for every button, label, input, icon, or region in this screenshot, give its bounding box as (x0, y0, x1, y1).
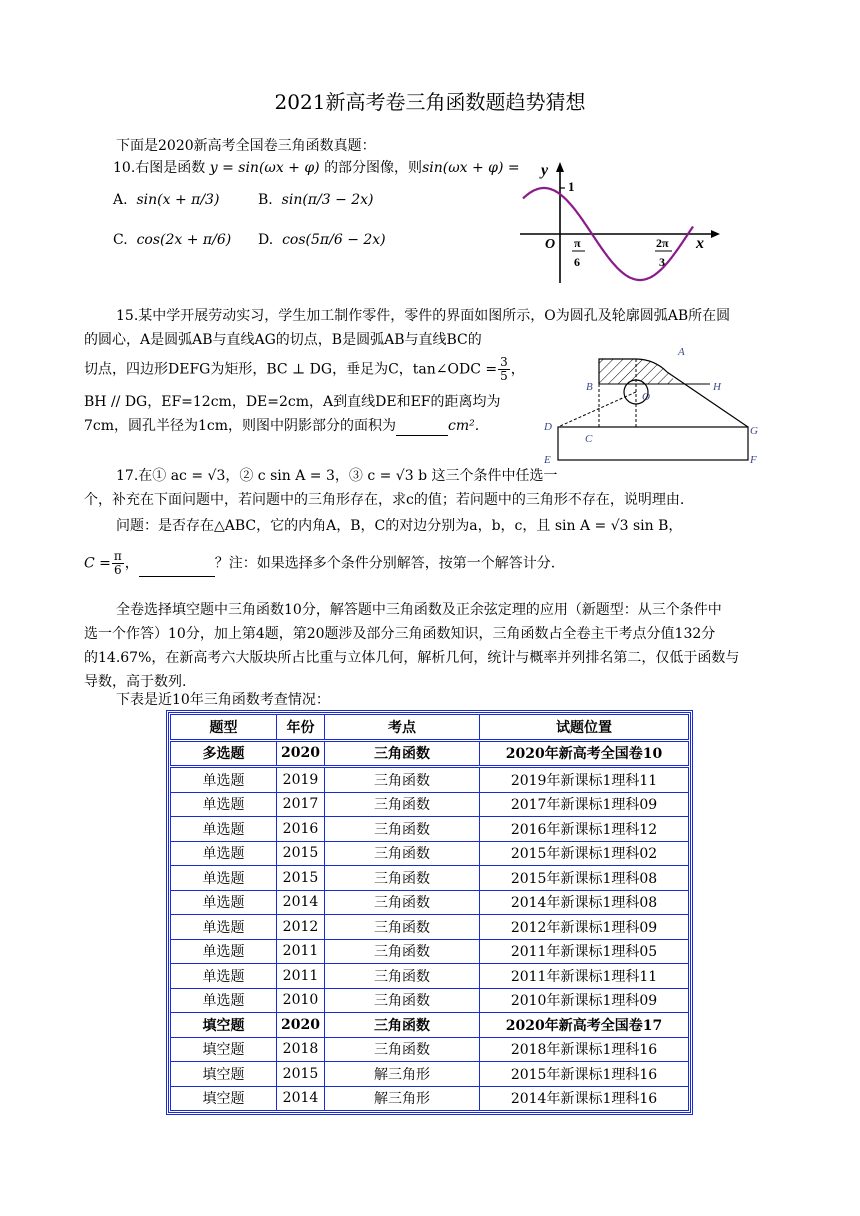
q15-line2: 的圆心，A是圆弧AB与直线AG的切点，B是圆弧AB与直线BC的 (84, 332, 482, 348)
cell-year: 2020 (277, 1013, 325, 1038)
option-c-label: C. (113, 232, 128, 248)
q17-note: ？注：如果选择多个条件分别解答，按第一个解答计分. (214, 555, 556, 572)
cell-topic: 三角函数 (325, 841, 480, 866)
cell-type: 单选题 (171, 939, 277, 964)
cell-type: 单选题 (171, 841, 277, 866)
cell-position: 2019年新课标1理科11 (480, 767, 689, 793)
x-tick1-num: π (574, 236, 581, 250)
label-h: H (713, 381, 721, 393)
tan-fraction-num: 3 (500, 355, 508, 369)
header-position: 试题位置 (480, 715, 689, 741)
cell-year: 2018 (277, 1037, 325, 1062)
table-row (171, 866, 689, 891)
label-a: A (678, 346, 685, 358)
exam-history-table (166, 710, 693, 1115)
cell-year: 2014 (277, 890, 325, 915)
label-o: O (642, 391, 650, 403)
label-d: D (544, 421, 552, 433)
option-a-label: A. (113, 192, 128, 208)
option-c-text: cos(2x + π/6) (136, 232, 232, 248)
table-row (171, 1062, 689, 1087)
option-b-label: B. (258, 192, 273, 208)
header-type: 题型 (171, 715, 277, 741)
table-row (171, 890, 689, 915)
q17-c-label: C = (84, 555, 111, 572)
cell-type: 单选题 (171, 915, 277, 940)
cell-year: 2019 (277, 767, 325, 793)
q17-condition-blank[interactable] (139, 560, 215, 577)
intro-text: 下面是2020新高考全国卷三角函数真题： (116, 138, 376, 154)
cell-topic: 三角函数 (325, 939, 480, 964)
q17-line2: 个，补充在下面问题中，若问题中的三角形存在，求c的值；若问题中的三角形不存在，说明理由. (84, 492, 685, 508)
cell-position: 2015年新课标1理科02 (480, 841, 689, 866)
cell-type: 单选题 (171, 964, 277, 989)
cell-position: 2014年新课标1理科08 (480, 890, 689, 915)
x-tick2-den: 3 (659, 255, 665, 269)
q10-middle: 的部分图像，则 (324, 160, 423, 176)
cell-type: 单选题 (171, 988, 277, 1013)
table-body (171, 740, 689, 1111)
label-g: G (750, 425, 758, 437)
cell-type: 单选题 (171, 767, 277, 793)
q17-line3: 问题：是否存在△ABC，它的内角A，B，C的对边分别为a，b，c，且 sin A = √3 sin B， (116, 518, 683, 534)
c-fraction-num: π (113, 549, 122, 563)
label-c: C (585, 433, 593, 445)
cell-type: 单选题 (171, 890, 277, 915)
q15-line3 (84, 356, 525, 383)
cell-year: 2015 (277, 841, 325, 866)
tan-fraction-den: 5 (500, 369, 508, 383)
label-f: F (750, 454, 757, 466)
cell-position: 2011年新课标1理科05 (480, 939, 689, 964)
option-d-label: D. (258, 232, 274, 248)
table-row (171, 915, 689, 940)
option-d-text: cos(5π/6 − 2x) (282, 232, 386, 248)
cell-topic: 解三角形 (325, 1062, 480, 1087)
q10-sine-graph (515, 158, 725, 288)
label-b: B (586, 381, 593, 393)
table-row (171, 841, 689, 866)
q10-prefix: 10.右图是函数 (113, 160, 206, 176)
cell-topic: 三角函数 (325, 1013, 480, 1038)
cell-position: 2015年新课标1理科08 (480, 866, 689, 891)
analysis-line5: 下表是近10年三角函数考查情况： (116, 692, 330, 708)
cell-topic: 解三角形 (325, 1086, 480, 1111)
cell-year: 2020 (277, 740, 325, 767)
cell-year: 2011 (277, 964, 325, 989)
q10-option-a (113, 190, 219, 210)
q15-line1: 15.某中学开展劳动实习，学生加工制作零件，零件的界面如图所示，O为圆孔及轮廓圆弧AB所在圆 (116, 308, 731, 324)
cell-year: 2011 (277, 939, 325, 964)
option-b-text: sin(π/3 − 2x) (281, 192, 374, 208)
table-row (171, 817, 689, 842)
x-axis-arrow (711, 230, 720, 238)
history-table (170, 714, 689, 1111)
q10-stem (113, 158, 520, 178)
q10-expression: sin(ωx + φ) = (422, 160, 520, 176)
x-tick1-den: 6 (574, 255, 580, 269)
q17-line4 (84, 550, 555, 577)
cell-year: 2015 (277, 1062, 325, 1087)
q15-part-figure (538, 335, 760, 467)
cell-topic: 三角函数 (325, 740, 480, 767)
table-row (171, 740, 689, 767)
cell-type: 填空题 (171, 1062, 277, 1087)
cell-position: 2012年新课标1理科09 (480, 915, 689, 940)
y-axis-label: y (541, 162, 549, 179)
cell-year: 2014 (277, 1086, 325, 1111)
line-ag (667, 372, 748, 427)
q15-line5 (84, 416, 479, 436)
cell-position: 2011年新课标1理科11 (480, 964, 689, 989)
cell-type: 单选题 (171, 792, 277, 817)
cell-year: 2016 (277, 817, 325, 842)
c-fraction-den: 6 (114, 563, 122, 577)
analysis-line1: 全卷选择填空题中三角函数10分，解答题中三角函数及正余弦定理的应用（新题型：从三个条件中 (116, 602, 722, 618)
q15-line3-text: 切点，四边形DEFG为矩形，BC ⊥ DG，垂足为C，tan∠ODC = (84, 361, 498, 378)
c-fraction (112, 550, 124, 577)
table-row (171, 1037, 689, 1062)
analysis-line4: 导数，高于数列. (84, 674, 187, 690)
table-row (171, 1086, 689, 1111)
analysis-line3: 的14.67%，在新高考六大版块所占比重与立体几何，解析几何，统计与概率并列排名第二，仅低于函数与 (84, 650, 740, 666)
table-row (171, 1013, 689, 1038)
cell-type: 单选题 (171, 817, 277, 842)
cell-year: 2015 (277, 866, 325, 891)
cell-topic: 三角函数 (325, 817, 480, 842)
cell-position: 2020年新高考全国卷10 (480, 740, 689, 767)
x-axis-label: x (696, 235, 704, 252)
label-e: E (544, 454, 551, 466)
table-row (171, 939, 689, 964)
q15-line5-text: 7cm，圆孔半径为1cm，则图中阴影部分的面积为 (84, 418, 397, 434)
cell-position: 2017年新课标1理科09 (480, 792, 689, 817)
cell-year: 2012 (277, 915, 325, 940)
q15-line4: BH // DG，EF=12cm，DE=2cm，A到直线DE和EF的距离均为 (84, 394, 501, 410)
q15-line3-end: ， (510, 361, 525, 378)
tan-fraction (498, 356, 510, 383)
cell-position: 2020年新高考全国卷17 (480, 1013, 689, 1038)
cell-topic: 三角函数 (325, 988, 480, 1013)
table-row (171, 988, 689, 1013)
q17-line1: 17.在① ac = √3，② c sin A = 3，③ c = √3 b 这三个条件中任选一 (116, 468, 558, 484)
y-axis-arrow (556, 162, 564, 172)
table-row (171, 767, 689, 793)
table-row (171, 792, 689, 817)
cell-position: 2016年新课标1理科12 (480, 817, 689, 842)
option-a-text: sin(x + π/3) (136, 192, 220, 208)
line-od (558, 392, 636, 427)
cell-position: 2018年新课标1理科16 (480, 1037, 689, 1062)
cell-topic: 三角函数 (325, 890, 480, 915)
cell-type: 填空题 (171, 1013, 277, 1038)
analysis-line2: 选一个作答）10分，加上第4题，第20题涉及部分三角函数知识，三角函数占全卷主干考点分值132分 (84, 626, 716, 642)
q15-unit: cm². (448, 418, 480, 434)
q10-option-d (258, 230, 386, 250)
cell-year: 2010 (277, 988, 325, 1013)
q15-answer-blank[interactable] (396, 419, 448, 436)
cell-type: 单选题 (171, 866, 277, 891)
cell-position: 2010年新课标1理科09 (480, 988, 689, 1013)
cell-topic: 三角函数 (325, 915, 480, 940)
q10-option-c (113, 230, 231, 250)
cell-position: 2014年新课标1理科16 (480, 1086, 689, 1111)
cell-topic: 三角函数 (325, 866, 480, 891)
cell-topic: 三角函数 (325, 964, 480, 989)
q10-function: y = sin(ωx + φ) (209, 160, 320, 176)
cell-type: 填空题 (171, 1086, 277, 1111)
q10-option-b (258, 190, 374, 210)
x-tick2-num: 2π (656, 236, 669, 250)
cell-topic: 三角函数 (325, 1037, 480, 1062)
cell-topic: 三角函数 (325, 792, 480, 817)
cell-type: 多选题 (171, 740, 277, 767)
cell-year: 2017 (277, 792, 325, 817)
cell-position: 2015年新课标1理科16 (480, 1062, 689, 1087)
header-topic: 考点 (325, 715, 480, 741)
cell-type: 填空题 (171, 1037, 277, 1062)
origin-label: O (545, 237, 556, 252)
q17-comma: ， (124, 555, 139, 572)
page-title: 2021新高考卷三角函数题趋势猜想 (274, 90, 586, 114)
cell-topic: 三角函数 (325, 767, 480, 793)
header-year: 年份 (277, 715, 325, 741)
table-row (171, 964, 689, 989)
y-tick-label: 1 (568, 179, 575, 194)
table-header-row (171, 715, 689, 741)
